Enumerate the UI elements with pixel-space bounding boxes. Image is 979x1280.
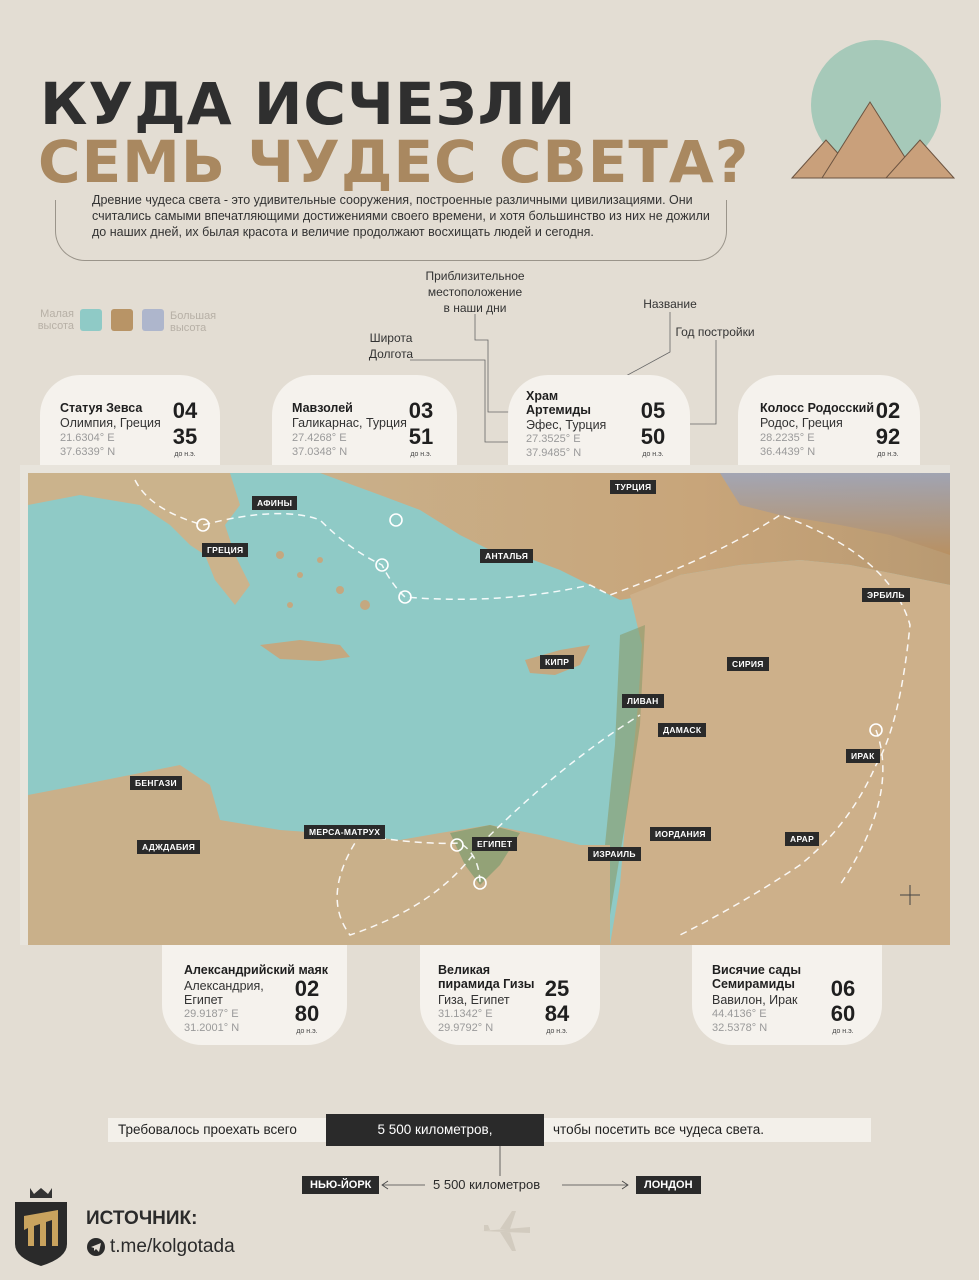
wonder-place: Галикарнас, Турция <box>292 416 407 430</box>
map-label-antalya: АНТАЛЬЯ <box>480 549 533 563</box>
relief-map[interactable] <box>20 465 950 945</box>
map-label-ajdabiya: АДЖДАБИЯ <box>137 840 200 854</box>
wonder-era: до н.э. <box>410 451 432 458</box>
map-label-athens: АФИНЫ <box>252 496 297 510</box>
source-logo-icon <box>12 1186 70 1268</box>
wonder-year-2: 50 <box>640 424 666 449</box>
wonder-lat: 29.9792° N <box>438 1022 494 1034</box>
wonder-name: Мавзолей <box>292 401 353 415</box>
map-label-israel: ИЗРАИЛЬ <box>588 847 641 861</box>
wonder-lat: 36.4439° N <box>760 446 816 458</box>
annotation-location: Приблизительное местоположение в наши дни <box>425 269 525 315</box>
map-label-mersa-matruh: МЕРСА-МАТРУХ <box>304 825 385 839</box>
wonder-year-1: 06 <box>830 976 856 1001</box>
wonder-name: Александрийский маяк <box>184 963 329 977</box>
wonder-year-1: 25 <box>544 976 570 1001</box>
map-label-syria: СИРИЯ <box>727 657 769 671</box>
wonder-year-2: 35 <box>172 424 198 449</box>
wonder-name: Колосс Родосский <box>760 401 875 415</box>
wonder-lat: 37.9485° N <box>526 447 582 459</box>
wonder-card-mausoleum[interactable] <box>272 375 457 465</box>
wonder-place: Эфес, Турция <box>526 418 607 432</box>
map-label-turkey: ТУРЦИЯ <box>610 480 656 494</box>
city-newyork: НЬЮ-ЙОРК <box>302 1176 379 1194</box>
source-link[interactable]: t.me/kolgotada <box>110 1236 235 1257</box>
map-label-cyprus: КИПР <box>540 655 574 669</box>
wonder-era: до н.э. <box>832 1028 854 1035</box>
wonder-place: Александрия, Египет <box>184 979 264 1007</box>
wonder-card-colossus[interactable] <box>738 375 920 465</box>
wonder-place: Олимпия, Греция <box>60 416 161 430</box>
wonder-lon: 21.6304° E <box>60 432 115 444</box>
wonder-card-artemis[interactable] <box>508 375 690 465</box>
legend-low-label: Малая высота <box>37 308 74 332</box>
title-line1: КУДА ИСЧЕЗЛИ <box>40 70 577 138</box>
distance-prefix: Требовалось проехать всего <box>118 1122 297 1137</box>
annotation-latlon: Широта Долгота <box>368 331 414 361</box>
annotation-year: Год постройки <box>675 325 755 339</box>
wonder-lon: 29.9187° E <box>184 1008 239 1020</box>
intro-text: Древние чудеса света - это удивительные сооружения, построенные различными цивилизациями. Они считались самыми впечатляющими достижениями своего времени, и хотя большинство из них не дожили до наших дней, их былая красота и величие продолжают восхищать людей и сегодня. <box>92 193 710 239</box>
wonder-era: до н.э. <box>296 1028 318 1035</box>
wonder-place: Вавилон, Ирак <box>712 993 798 1007</box>
wonder-name: Висячие сады Семирамиды <box>712 963 801 991</box>
distance-suffix: чтобы посетить все чудеса света. <box>553 1122 764 1137</box>
wonder-era: до н.э. <box>877 451 899 458</box>
annotation-name: Название <box>643 297 697 311</box>
wonder-lat: 37.6339° N <box>60 446 116 458</box>
map-label-erbil: ЭРБИЛЬ <box>862 588 910 602</box>
distance-compare: 5 500 километров <box>433 1177 541 1192</box>
map-label-greece: ГРЕЦИЯ <box>202 543 248 557</box>
wonder-card-gardens[interactable] <box>692 945 882 1045</box>
map-terrain <box>20 465 950 945</box>
wonder-name: Великая пирамида Гизы <box>438 963 535 991</box>
map-label-egypt: ЕГИПЕТ <box>472 837 517 851</box>
wonder-name: Статуя Зевса <box>60 401 143 415</box>
map-label-benghazi: БЕНГАЗИ <box>130 776 182 790</box>
wonder-year-2: 51 <box>408 424 434 449</box>
source-label: ИСТОЧНИК: <box>86 1208 198 1229</box>
wonder-lat: 37.0348° N <box>292 446 348 458</box>
wonder-lon: 31.1342° E <box>438 1008 493 1020</box>
wonder-lat: 31.2001° N <box>184 1022 240 1034</box>
wonder-name: Храм Артемиды <box>526 389 591 417</box>
airplane-icon <box>478 1205 534 1255</box>
wonder-place: Гиза, Египет <box>438 993 510 1007</box>
wonder-lon: 27.4268° E <box>292 432 347 444</box>
wonder-lon: 44.4136° E <box>712 1008 767 1020</box>
wonder-lon: 28.2235° E <box>760 432 815 444</box>
wonder-year-2: 92 <box>875 424 901 449</box>
map-label-lebanon: ЛИВАН <box>622 694 664 708</box>
wonder-era: до н.э. <box>546 1028 568 1035</box>
wonder-era: до н.э. <box>642 451 664 458</box>
distance-bar <box>108 1118 871 1142</box>
wonder-year-1: 02 <box>294 976 320 1001</box>
wonder-place: Родос, Греция <box>760 416 843 430</box>
wonder-year-1: 02 <box>875 398 901 423</box>
wonder-card-zeus[interactable] <box>40 375 220 465</box>
wonder-year-2: 84 <box>544 1001 570 1026</box>
wonder-year-1: 04 <box>172 398 198 423</box>
title-line2: СЕМЬ ЧУДЕС СВЕТА? <box>38 128 750 196</box>
map-label-arar: АРАР <box>785 832 819 846</box>
city-london: ЛОНДОН <box>636 1176 701 1194</box>
map-label-jordan: ИОРДАНИЯ <box>650 827 711 841</box>
wonder-card-lighthouse[interactable] <box>162 945 347 1045</box>
wonder-year-2: 80 <box>294 1001 320 1026</box>
wonder-lat: 32.5378° N <box>712 1022 768 1034</box>
wonder-era: до н.э. <box>174 451 196 458</box>
wonder-card-pyramid[interactable] <box>420 945 600 1045</box>
map-label-iraq: ИРАК <box>846 749 880 763</box>
wonder-year-1: 05 <box>640 398 666 423</box>
wonder-lon: 27.3525° E <box>526 433 581 445</box>
map-label-damascus: ДАМАСК <box>658 723 706 737</box>
legend-high-label: Большая высота <box>170 310 217 334</box>
wonder-year-2: 60 <box>830 1001 856 1026</box>
distance-value: 5 500 километров, <box>326 1114 544 1146</box>
telegram-icon[interactable] <box>86 1237 106 1257</box>
wonder-year-1: 03 <box>408 398 434 423</box>
